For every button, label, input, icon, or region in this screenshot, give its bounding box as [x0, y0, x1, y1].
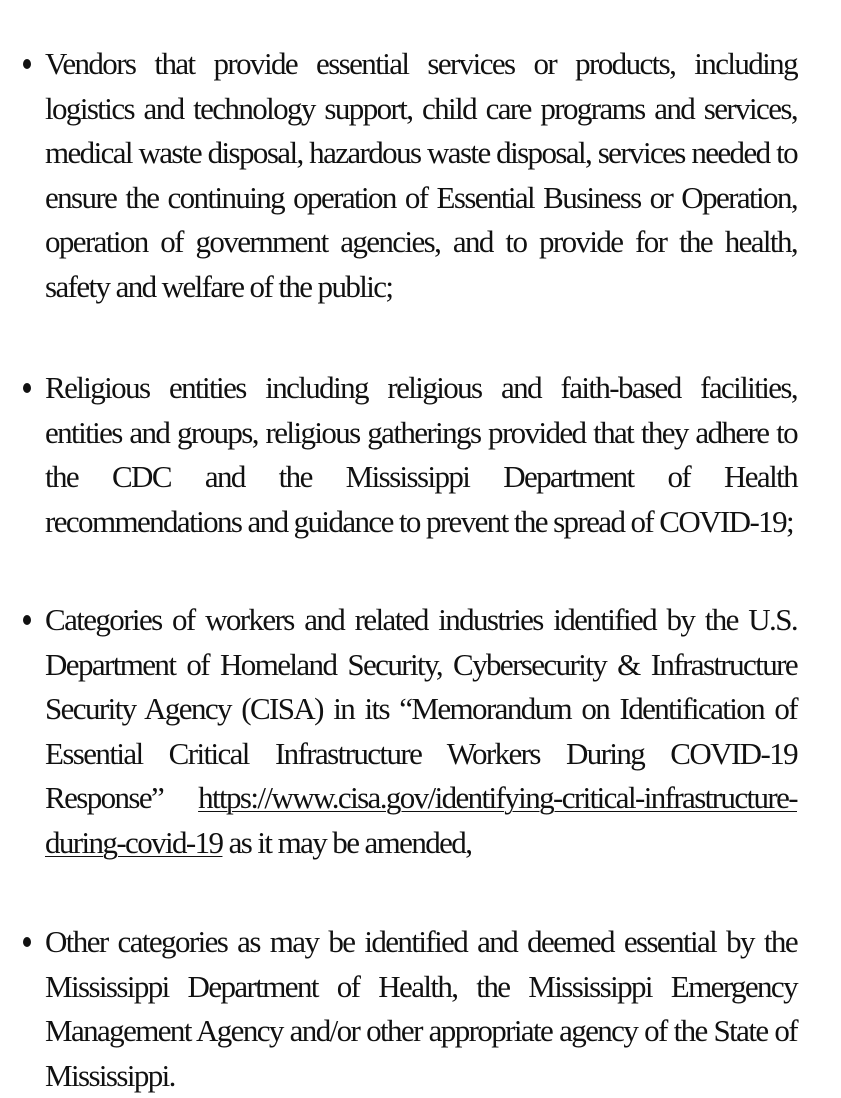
list-item-other-categories	[45, 920, 797, 1098]
bullet-icon	[23, 615, 31, 625]
bullet-icon	[23, 937, 31, 947]
cisa-link[interactable]: https://www.cisa.gov/identifying-critical-infrastructure-during-covid-19	[45, 780, 797, 860]
bullet-icon	[23, 383, 31, 393]
bullet-icon	[23, 59, 31, 69]
list-item-text-continued: as it may be amended,	[228, 824, 472, 860]
list-item-text: Religious entities including religious and faith-based facilities, entities and groups, religious gatherings provided that they adhere to the CDC and the Mississippi Department of Health recommendations and guidance to prevent the spread of COVID-19;	[45, 370, 797, 539]
list-item-text: Other categories as may be identified and deemed essential by the Mississippi Department of Health, the Mississippi Emergency Management Agency and/or other appropriate agency of the State of Mississippi.	[45, 924, 797, 1093]
list-item-cisa-categories	[45, 598, 797, 865]
list-item-text: Vendors that provide essential services or products, including logistics and technology support, child care programs and services, medical waste disposal, hazardous waste disposal, services needed to ensure the continuing operation of Essential Business or Operation, operation of government agencies, and to provide for the health, safety and welfare of the public;	[45, 46, 797, 304]
list-item-text: Categories of workers and related industries identified by the U.S. Department of Homeland Security, Cybersecurity & Infrastructure Security Agency (CISA) in its “Memorandum on Identification of Essential Critical Infrastructure Workers During COVID-19 Response”	[45, 602, 797, 815]
list-item-vendors	[45, 42, 797, 309]
list-item-religious-entities	[45, 366, 797, 544]
